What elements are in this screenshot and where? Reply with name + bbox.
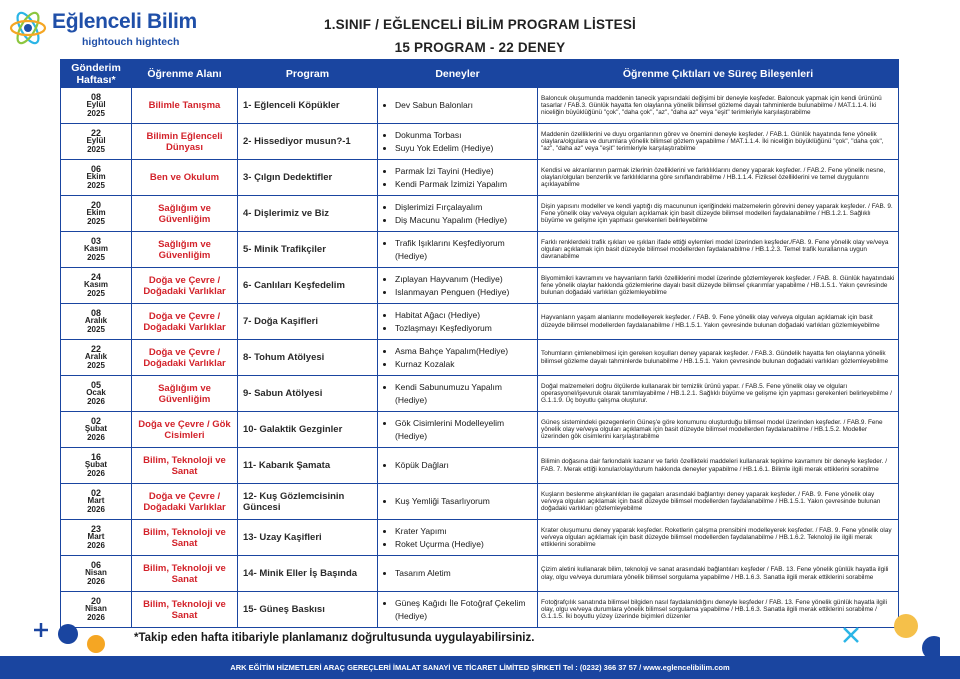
week-cell [61, 376, 132, 412]
experiment-item: • Trafik Işıklarını Keşfediyorum (Hediye) [395, 237, 534, 263]
experiments-list [381, 345, 534, 371]
table-row [61, 556, 899, 592]
program-name: 4- Dişlerimiz ve Biz [238, 196, 378, 232]
week-year: 2026 [87, 576, 105, 586]
program-name: 2- Hissediyor musun?-1 [238, 124, 378, 160]
experiments-list [381, 129, 534, 155]
experiment-item: • Krater Yapımı [395, 525, 534, 538]
program-name: 5- Minik Trafikçiler [238, 232, 378, 268]
week-day: 16 [90, 451, 101, 462]
program-name: 14- Minik Eller İş Başında [238, 556, 378, 592]
experiments-cell [378, 160, 538, 196]
learning-area: Bilim, Teknoloji ve Sanat [132, 520, 238, 556]
experiment-item: • Islanmayan Penguen (Hediye) [395, 286, 534, 299]
learning-outcome: Çizim aletini kullanarak bilim, teknoloji ve sanat arasındaki bağlantıları keşfeder / FAB. 13. Fene yönelik günlük hayatla ilgili olay, olgu ve/veya durumlara yönelik bilimsel sorgulama yapabilme / HB.1.6.3. Sanatla ilgili merak ettiklerini sorabilme [538, 556, 899, 592]
week-cell [61, 340, 132, 376]
experiment-item: • Tasarım Aletim [395, 567, 534, 580]
experiments-list [381, 165, 534, 191]
experiment-item: • Asma Bahçe Yapalım(Hediye) [395, 345, 534, 358]
week-cell [61, 448, 132, 484]
learning-outcome: Tohumların çimlenebilmesi için gereken koşulları deney yaparak keşfeder. / FAB.3. Gündelik hayatta fen olaylarına yönelik bilimsel gözleme dayalı tahminlerde bulunabilme / HB.1.5.1. Yakın çevresinde bulunan doğadaki varlıkları gözlemleyebilme [538, 340, 899, 376]
experiments-list [381, 273, 534, 299]
learning-area: Doğa ve Çevre / Doğadaki Varlıklar [132, 304, 238, 340]
experiments-cell [378, 340, 538, 376]
experiment-item: • Dev Sabun Balonları [395, 99, 534, 112]
experiment-item: • Kuş Yemliği Tasarlıyorum [395, 495, 534, 508]
program-name: 1- Eğlenceli Köpükler [238, 88, 378, 124]
learning-outcome: Krater oluşumunu deney yaparak keşfeder. Roketlerin çalışma prensibini modelleyerek keşfeder. / FAB. 9. Fene yönelik olay ve/veya olguları açıklamak için basit düzeyde bilimsel modellerden faydalanabilme / HB.1.6.2. Teknoloji ile ilgili merak ettiklerini sorabilme [538, 520, 899, 556]
week-month: Şubat [84, 424, 108, 434]
program-name: 13- Uzay Kaşifleri [238, 520, 378, 556]
experiment-item: • Güneş Kağıdı İle Fotoğraf Çekelim (Hediye) [395, 597, 534, 623]
week-cell [61, 412, 132, 448]
program-name: 12- Kuş Gözlemcisinin Güncesi [238, 484, 378, 520]
learning-outcome: Güneş sistemindeki gezegenlerin Güneş'e göre konumunu oluşturduğu bilimsel model üzerinden keşfeder. / FAB.9. Fene yönelik olay ve/veya olguları açıklamak için basit düzeyde bilimsel modellerden faydalanabilme / HB.1.5.2. Modeller üzerinden gök cisimlerini karşılaştırabilme [538, 412, 899, 448]
table-row [61, 448, 899, 484]
week-cell [61, 556, 132, 592]
table-row [61, 484, 899, 520]
week-day: 23 [90, 523, 101, 534]
experiments-cell [378, 556, 538, 592]
learning-outcome: Kendisi ve akranlarının parmak izlerinin özelliklerini ve farklılıklarını deney yaparak keşfeder. / FAB.2. Fene yönelik nesne, olayları/olguları benzerlik ve farklılıklarına göre sınıflandırabilme / HB.1.1.4. Fiziksel özelliklerini ve temel duygularını açıklayabilme [538, 160, 899, 196]
program-name: 3- Çılgın Dedektifler [238, 160, 378, 196]
week-month: Aralık [84, 352, 108, 362]
table-row [61, 304, 899, 340]
week-day: 08 [90, 307, 101, 318]
logo-subtitle: hightouch hightech [82, 36, 180, 48]
learning-area: Doğa ve Çevre / Doğadaki Varlıklar [132, 340, 238, 376]
experiment-item: • Kendi Sabunumuzu Yapalım (Hediye) [395, 381, 534, 407]
week-cell [61, 520, 132, 556]
table-body [61, 88, 899, 628]
experiment-item: • Dokunma Torbası [395, 129, 534, 142]
experiment-item: • Diş Macunu Yapalım (Hediye) [395, 214, 534, 227]
table-row [61, 412, 899, 448]
week-cell [61, 124, 132, 160]
experiments-list [381, 495, 534, 508]
week-cell [61, 196, 132, 232]
week-day: 03 [90, 235, 101, 246]
decor-shapes-right [830, 608, 940, 656]
week-year: 2025 [87, 108, 105, 118]
week-year: 2025 [87, 324, 105, 334]
week-cell [61, 268, 132, 304]
week-month: Kasım [83, 280, 108, 290]
week-year: 2026 [87, 468, 105, 478]
experiments-list [381, 567, 534, 580]
week-cell [61, 304, 132, 340]
learning-area: Bilimin Eğlenceli Dünyası [132, 124, 238, 160]
learning-outcome: Maddenin özelliklerini ve duyu organlarının görev ve önemini deneyle keşfeder. / FAB.1. Günlük hayatında fene yönelik olaylara/olgulara ve durumlara yönelik bilimsel gözlem yapabilme / MAT.1.1.4. İki niceliğin büyüklüğünü "çok", "daha çok", "az", "daha az" veya "eşit" terimleriyle karşılaştırabilme [538, 124, 899, 160]
program-table [60, 59, 899, 628]
week-month: Kasım [83, 244, 108, 254]
program-name: 11- Kabarık Şamata [238, 448, 378, 484]
learning-area: Doğa ve Çevre / Doğadaki Varlıklar [132, 268, 238, 304]
experiment-item: • Kurnaz Kozalak [395, 358, 534, 371]
week-year: 2026 [87, 540, 105, 550]
experiments-cell [378, 88, 538, 124]
week-month: Eylül [86, 136, 106, 146]
learning-outcome: Bilimin doğasına dair farkındalık kazanır ve farklı özellikteki maddeleri kullanarak tepkime kavramını bir deneyle keşfeder. / FAB. 7. Merak ettiği konular/olay/durum hakkında deneyler yapabilme / HB.1.6.1. Bilimle ilgili merak ettiklerini sorabilme [538, 448, 899, 484]
learning-area: Sağlığım ve Güvenliğim [132, 232, 238, 268]
week-year: 2025 [87, 216, 105, 226]
experiment-item: • Tozlaşmayı Keşfediyorum [395, 322, 534, 335]
program-name: 10- Galaktik Gezginler [238, 412, 378, 448]
week-month: Şubat [84, 460, 108, 470]
experiment-item: • Gök Cisimlerini Modelleyelim (Hediye) [395, 417, 534, 443]
experiments-cell [378, 376, 538, 412]
experiments-list [381, 459, 534, 472]
week-month: Aralık [84, 316, 108, 326]
program-name: 9- Sabun Atölyesi [238, 376, 378, 412]
learning-area: Sağlığım ve Güvenliğim [132, 376, 238, 412]
experiments-cell [378, 520, 538, 556]
experiments-list [381, 381, 534, 407]
week-month: Mart [87, 496, 105, 506]
experiments-list [381, 525, 534, 551]
learning-area: Doğa ve Çevre / Doğadaki Varlıklar [132, 484, 238, 520]
week-day: 06 [90, 559, 101, 570]
week-year: 2025 [87, 144, 105, 154]
week-cell [61, 232, 132, 268]
week-year: 2026 [87, 396, 105, 406]
learning-area: Ben ve Okulum [132, 160, 238, 196]
experiments-cell [378, 304, 538, 340]
program-name: 7- Doğa Kaşifleri [238, 304, 378, 340]
experiments-cell [378, 592, 538, 628]
header-area: Öğrenme Alanı [132, 60, 238, 88]
week-day: 02 [90, 415, 101, 426]
learning-area: Doğa ve Çevre / Gök Cisimleri [132, 412, 238, 448]
week-day: 20 [90, 595, 101, 606]
logo-title: Eğlenceli Bilim [52, 10, 197, 33]
experiments-cell [378, 196, 538, 232]
week-month: Nisan [85, 604, 107, 614]
decor-shapes-left [30, 618, 110, 658]
week-day: 24 [90, 271, 101, 282]
learning-outcome: Dişin yapısını modeller ve kendi yaptığı diş macununun içeriğindeki malzemelerin görevini deney yaparak keşfeder. / FAB. 9. Fene yönelik olay ve/veya olguları açıklamak için basit düzeyde bilimsel modelleri faydalanabilme / HB.1.2.1. Sağlıklı büyüme ve gelişme için yapması gerekenleri belirleyebilme [538, 196, 899, 232]
experiments-cell [378, 448, 538, 484]
experiment-item: • Zıplayan Hayvanım (Hediye) [395, 273, 534, 286]
learning-outcome: Farklı renklerdeki trafik ışıkları ve ışıkları ifade ettiği eylemleri model üzerinden keşfeder./FAB. 9. Fene yönelik olay ve/veya olguları açıklamak için basit düzeyde bilimsel modellerden faydalanabilme / HB.1.2.3. Temel trafik kurallarına uygun davranabilme [538, 232, 899, 268]
learning-outcome: Kuşların beslenme alışkanlıkları ile gagaları arasındaki bağlantıyı deney yaparak keşfeder. / FAB. 9. Fene yönelik olay ve/veya olguları açıklamak için basit düzeyde bilimsel modellerden faydalanabilme / HB.1.5.1. Yakın çevresinde bulunan doğadaki varlıkları gözlemleyebilme [538, 484, 899, 520]
table-row [61, 88, 899, 124]
experiment-item: • Dişlerimizi Fırçalayalım [395, 201, 534, 214]
week-day: 20 [90, 199, 101, 210]
week-month: Ocak [86, 388, 106, 398]
experiment-item: • Köpük Dağları [395, 459, 534, 472]
week-cell [61, 160, 132, 196]
table-row [61, 520, 899, 556]
learning-outcome: Biyomimikri kavramını ve hayvanların farklı özelliklerini model üzerinde gözlemleyerek keşfeder. / FAB. 8. Günlük hayatındaki fene yönelik olaylar hakkında gözlemlerine dayalı basit düzeyde bilimsel çıkarımlar yapabilme / HB.1.5.1. Yakın çevresinde bulunan doğadaki varlıkları gözlemleyebilme [538, 268, 899, 304]
table-row [61, 592, 899, 628]
experiment-item: • Habitat Ağacı (Hediye) [395, 309, 534, 322]
week-year: 2025 [87, 180, 105, 190]
experiments-cell [378, 232, 538, 268]
week-year: 2025 [87, 360, 105, 370]
header-outcomes: Öğrenme Çıktıları ve Süreç Bileşenleri [538, 60, 899, 88]
learning-area: Sağlığım ve Güvenliğim [132, 196, 238, 232]
experiments-list [381, 201, 534, 227]
week-day: 22 [90, 343, 101, 354]
program-name: 8- Tohum Atölyesi [238, 340, 378, 376]
table-row [61, 376, 899, 412]
footnote: *Takip eden hafta itibariyle planlamanız doğrultusunda uygulayabilirsiniz. [134, 632, 535, 644]
week-month: Ekim [86, 172, 106, 182]
learning-outcome: Hayvanların yaşam alanlarını modelleyerek keşfeder. / FAB. 9. Fene yönelik olay ve/veya olguları açıklamak için basit düzeyde bilimsel modellerden faydalanabilme / HB.1.5.1. Yakın çevresinde bulunan doğadaki varlıkları gözlemleyebilme [538, 304, 899, 340]
experiment-item: • Suyu Yok Edelim (Hediye) [395, 142, 534, 155]
learning-outcome: Doğal malzemeleri doğru ölçülerde kullanarak bir temizlik ürünü yapar. / FAB.5. Fene yönelik olay ve olguları operasyonel/işevuruk olarak tanımlayabilme / HB.1.2.1. Sağlıklı büyüme ve gelişme için yapması gerekenleri belirleyebilme / G.1.1.9. Üç boyutlu çalışma oluşturur. [538, 376, 899, 412]
header-experiments: Deneyler [378, 60, 538, 88]
table-row [61, 232, 899, 268]
week-day: 22 [90, 127, 101, 138]
learning-area: Bilimle Tanışma [132, 88, 238, 124]
experiment-item: • Roket Uçurma (Hediye) [395, 538, 534, 551]
experiments-cell [378, 268, 538, 304]
learning-area: Bilim, Teknoloji ve Sanat [132, 592, 238, 628]
program-name: 15- Güneş Baskısı [238, 592, 378, 628]
table-row [61, 340, 899, 376]
week-day: 02 [90, 487, 101, 498]
learning-area: Bilim, Teknoloji ve Sanat [132, 556, 238, 592]
experiments-cell [378, 124, 538, 160]
week-day: 08 [90, 91, 101, 102]
experiments-list [381, 597, 534, 623]
experiments-cell [378, 412, 538, 448]
program-name: 6- Canlıları Keşfedelim [238, 268, 378, 304]
experiment-item: • Parmak İzi Tayini (Hediye) [395, 165, 534, 178]
learning-outcome: Fotoğrafçılık sanatında bilimsel bilgiden nasıl faydalanıldığını deneyle keşfeder / FAB. 13. Fene yönelik günlük hayatla ilgili olay, olgu ve/veya durumlara yönelik bilimsel sorgulama yapabilme / HB.1.6.3. Sanatla ilgili merak ettiklerini sorabilme / G.1.1.5. İki boyutlu yüzey üzerinde biçimleri düzenler [538, 592, 899, 628]
header-program: Program [238, 60, 378, 88]
table-header-row [61, 60, 899, 88]
week-cell [61, 484, 132, 520]
table-row [61, 196, 899, 232]
learning-area: Bilim, Teknoloji ve Sanat [132, 448, 238, 484]
experiments-cell [378, 484, 538, 520]
week-day: 05 [90, 379, 101, 390]
experiment-item: • Kendi Parmak İzimizi Yapalım [395, 178, 534, 191]
experiments-list [381, 237, 534, 263]
week-year: 2025 [87, 288, 105, 298]
week-month: Mart [87, 532, 105, 542]
experiments-list [381, 99, 534, 112]
week-year: 2026 [87, 612, 105, 622]
week-year: 2026 [87, 504, 105, 514]
week-day: 06 [90, 163, 101, 174]
header-week: Gönderim Haftası* [61, 60, 132, 88]
experiments-list [381, 417, 534, 443]
week-month: Ekim [86, 208, 106, 218]
week-year: 2026 [87, 432, 105, 442]
table-row [61, 268, 899, 304]
week-cell [61, 88, 132, 124]
experiments-list [381, 309, 534, 335]
week-year: 2025 [87, 252, 105, 262]
learning-outcome: Baloncuk oluşumunda maddenin tanecik yapısındaki değişimi bir deneyle keşfeder. Baloncuk yapmak için kendi ürününü tasarlar / FAB.3. Günlük hayatta fen olaylarına yönelik bilimsel gözleme dayalı tahminlerde bulunabilme / MAT.1.1.4. İki niceliğin büyüklüğünü "çok", "daha çok", "az", "daha az" veya "eşit" terimleriyle karşılaştırabilme [538, 88, 899, 124]
week-month: Nisan [85, 568, 107, 578]
page-subtitle: 15 PROGRAM - 22 DENEY [394, 40, 566, 55]
table-row [61, 160, 899, 196]
week-month: Eylül [86, 100, 106, 110]
page-title: 1.SINIF / EĞLENCELİ BİLİM PROGRAM LİSTESİ [324, 17, 636, 32]
footer-bar: ARK EĞİTİM HİZMETLERİ ARAÇ GEREÇLERİ İMALAT SANAYİ VE TİCARET LİMİTED ŞİRKETİ Tel : (0232) 366 37 57 / www.eglencelibilim.com [0, 656, 960, 679]
table-row [61, 124, 899, 160]
